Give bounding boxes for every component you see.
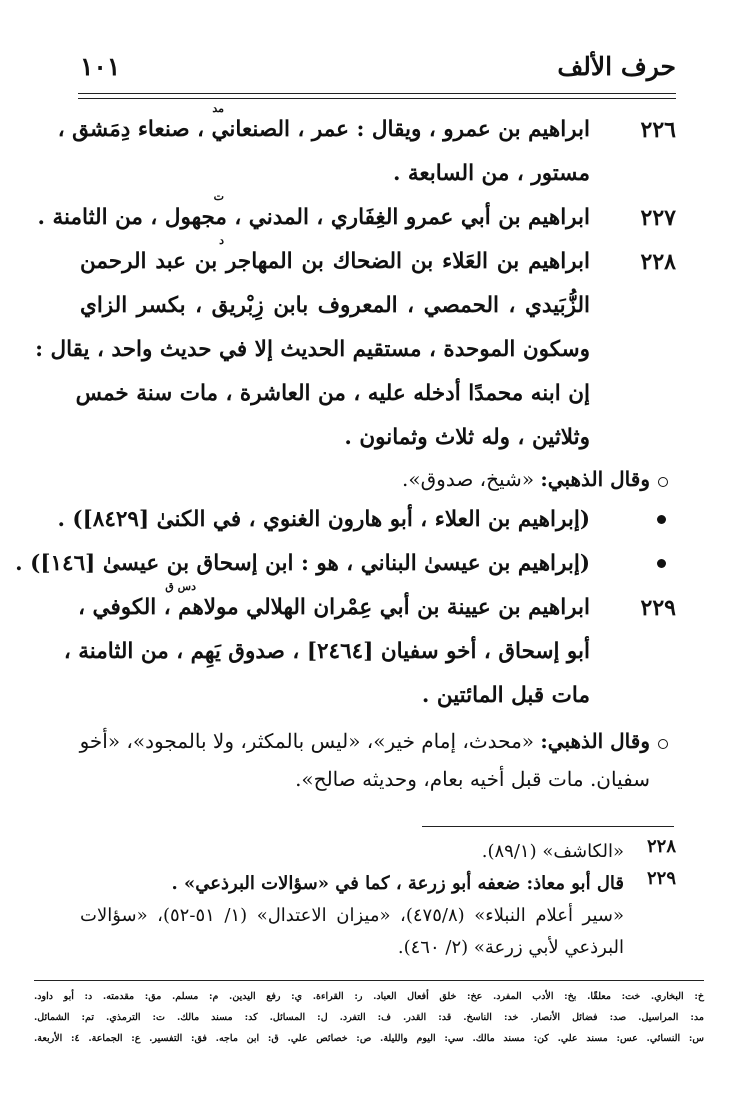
footnotes [80, 836, 676, 964]
footnote-line: «سير أعلام النبلاء» (٤٧٥/٨)، «ميزان الاعتدال» (١/ ٥١-٥٢)، «سؤالات [80, 905, 624, 926]
page-header [80, 44, 676, 84]
footnote-229 [80, 868, 676, 964]
rumuz-mark: د [219, 234, 224, 247]
entry-line: ابراهيم بن أبي عمرو الغِفَاري ، المدني ، مجهول ، من الثامنة . [37, 205, 590, 230]
rumuz-mark: دس ق [165, 580, 196, 593]
dhahabi-note-228 [80, 460, 668, 498]
legend-line: خ: البخاري. خت: معلقًا. بخ: الأدب المفرد. عخ: خلق أفعال العباد. ر: القراءة. ي: رفع اليدين. م: مسلم. مق: مقدمته. د: أبو داود. [34, 991, 704, 1002]
entry-number: ٢٢٧ [640, 205, 676, 231]
entry-line: أبو إسحاق ، أخو سفيان [٢٤٦٤] ، صدوق يَهِم ، من الثامنة ، [63, 639, 590, 664]
chapter-title: حرف الألف [557, 52, 676, 81]
entry-line: وسكون الموحدة ، مستقيم الحديث إلا في حديث واحد ، يقال : [35, 337, 590, 362]
entry-229 [63, 580, 676, 718]
entry-line: ابراهيم بن العَلاء بن الضحاك بن المهاجر بن عبد الرحمن [80, 249, 590, 274]
legend-separator [34, 980, 704, 981]
footnote-line: البرذعي لأبي زرعة» (٢/ ٤٦٠). [397, 937, 624, 958]
footnote-number: ٢٢٨ [646, 836, 676, 857]
header-rule-bottom [78, 98, 676, 99]
entry-line: ابراهيم بن عمرو ، ويقال : عمر ، الصنعاني ، صنعاء دِمَشق ، [57, 117, 590, 142]
cross-reference-1 [57, 498, 676, 542]
page-number: ١٠١ [80, 52, 121, 81]
footnote-number: ٢٢٩ [646, 868, 676, 889]
rumuz-mark: ت [213, 190, 224, 203]
main-text [15, 102, 676, 798]
entry-line: وثلاثين ، وله ثلاث وثمانون . [344, 425, 590, 450]
entry-line: مستور ، من السابعة . [392, 161, 590, 186]
circle-marker-icon [658, 739, 668, 749]
circle-marker-icon [658, 477, 668, 487]
note-text: «شيخ، صدوق». [402, 467, 541, 491]
entry-line: إن ابنه محمدًا أدخله عليه ، من العاشرة ، مات سنة خمس [75, 381, 590, 406]
note-text: «محدث، إمام خير»، «ليس بالمكثر، ولا بالمجود»، «أخو [79, 729, 541, 753]
legend-line: مد: المراسيل. صد: فضائل الأنصار. خد: الناسخ. قد: القدر. ف: التفرد. ل: المسائل. كد: مسند مالك. ت: الترمذي. تم: الشمائل. [34, 1012, 704, 1023]
cross-reference-text: (إبراهيم بن العلاء ، أبو هارون الغنوي ، في الكنىٰ [٨٤٢٩]) . [57, 507, 590, 532]
bullet-icon [657, 515, 666, 524]
legend-line: س: النسائي. عس: مسند علي. كن: مسند مالك. سي: اليوم والليلة. ص: خصائص علي. ق: ابن ماجه. فق: التفسير. ع: الجماعة. ٤: الأربعة. [34, 1033, 704, 1044]
entry-line: الزُّبَيدي ، الحمصي ، المعروف بابن زِبْريق ، بكسر الزاي [80, 293, 590, 318]
entry-228 [35, 234, 676, 460]
entry-number: ٢٢٦ [640, 117, 676, 143]
header-rule-top [78, 93, 676, 94]
entry-number: ٢٢٨ [640, 249, 676, 275]
note-lead: وقال الذهبي: [540, 729, 650, 753]
cross-reference-text: (إبراهيم بن عيسىٰ البناني ، هو : ابن إسحاق بن عيسىٰ [١٤٦]) . [15, 551, 590, 576]
entry-number: ٢٢٩ [640, 595, 676, 621]
rumuz-mark: مد [212, 102, 224, 115]
footnote-separator [422, 826, 674, 827]
entry-line: مات قبل المائتين . [421, 683, 590, 708]
dhahabi-note-229 [80, 722, 668, 798]
bullet-icon [657, 559, 666, 568]
footnote-line: قال أبو معاذ: ضعفه أبو زرعة ، كما في «سؤالات البرذعي» . [171, 873, 624, 894]
abbreviation-legend [34, 986, 704, 1049]
entry-226 [57, 102, 676, 196]
note-text: سفيان. مات قبل أخيه بعام، وحديثه صالح». [295, 767, 650, 791]
entry-227 [37, 190, 676, 240]
footnote-228 [80, 836, 676, 868]
footnote-line: «الكاشف» (٨٩/١). [481, 841, 624, 862]
entry-line: ابراهيم بن عيينة بن أبي عِمْران الهلالي مولاهم ، الكوفي ، [78, 595, 590, 620]
note-lead: وقال الذهبي: [540, 467, 650, 491]
